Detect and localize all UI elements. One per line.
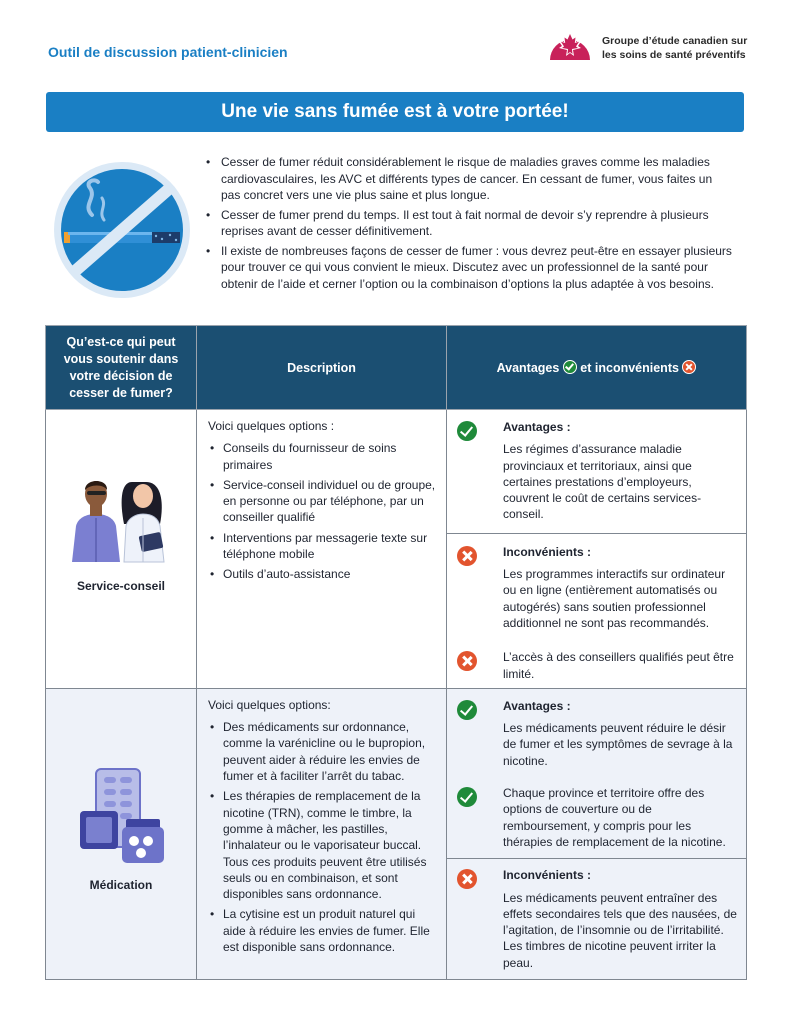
org-logo-block bbox=[546, 26, 747, 62]
cross-icon bbox=[457, 546, 477, 566]
cons-block bbox=[447, 534, 746, 631]
pros-text: Les régimes d’assurance maladie provinciaux et territoriaux, ainsi que certaines prestations d’employeurs, couvrent le coût de certains services-conseil. bbox=[503, 442, 702, 522]
options-list bbox=[208, 440, 436, 582]
maple-leaf-logo-icon bbox=[546, 26, 594, 62]
cross-icon bbox=[457, 651, 477, 671]
check-icon bbox=[457, 700, 477, 720]
intro-bullet: • Cesser de fumer prend du temps. Il est tout à fait normal de devoir s’y reprendre à plusieurs reprises avant de cesser définitivement. bbox=[204, 207, 734, 240]
list-item: • Des médicaments sur ordonnance, comme la varénicline ou le bupropion, peuvent aider à réduire les envies de fumer et à faciliter l’arrêt du tabac. bbox=[208, 719, 436, 784]
check-icon bbox=[457, 421, 477, 441]
cross-icon bbox=[457, 869, 477, 889]
check-icon bbox=[457, 787, 477, 807]
description-cell bbox=[197, 688, 447, 979]
check-icon bbox=[563, 360, 577, 374]
header-cons-text: et inconvénients bbox=[580, 361, 679, 375]
row-label-medication: Médication bbox=[89, 878, 153, 893]
medication-illustration-icon bbox=[76, 765, 166, 865]
list-item: • Outils d’auto-assistance bbox=[208, 566, 436, 582]
pros-block bbox=[447, 689, 746, 769]
header-support-text: Qu’est-ce qui peut vous soutenir dans votre décision de cesser de fumer? bbox=[63, 334, 179, 400]
cons-title: Inconvénients : bbox=[503, 868, 592, 883]
description-intro: Voici quelques options : bbox=[208, 419, 335, 433]
description-cell bbox=[197, 410, 447, 689]
row-label-cell bbox=[46, 688, 197, 979]
intro-bullet: • Il existe de nombreuses façons de cesser de fumer : vous devrez peut-être en essayer plusieurs pour trouver ce qui vous convient le mieux. Discutez avec un professionnel de la santé pour obtenir de l’aide et cerner l’option ou la combinaison d’options la plus adaptée à vos besoins. bbox=[204, 243, 734, 293]
header-support bbox=[46, 326, 197, 410]
table-row-counselling bbox=[46, 410, 747, 689]
pros-title: Avantages : bbox=[503, 698, 571, 713]
pros-text: Chaque province et territoire offre des options de couverture ou de remboursement, y compris pour les thérapies de remplacement de la nicotine. bbox=[503, 786, 726, 849]
pros-block bbox=[447, 410, 746, 533]
cross-icon bbox=[682, 360, 696, 374]
cons-text: L’accès à des conseillers qualifiés peut être limité. bbox=[503, 650, 734, 681]
list-item: • Les thérapies de remplacement de la nicotine (TRN), comme le timbre, la gomme à mâcher, les pastilles, l’inhalateur ou le vaporisateur buccal. Tous ces produits peuvent être utilisés seuls ou en combinaison, et sont disponibles sans ordonnance. bbox=[208, 788, 436, 902]
cons-block bbox=[447, 859, 746, 979]
org-name bbox=[602, 34, 747, 62]
row-label-counselling: Service-conseil bbox=[76, 579, 166, 594]
intro-bullet: • Cesser de fumer réduit considérablement le risque de maladies graves comme les maladies cardiovasculaires, les AVC et différents types de cancer. En cessant de fumer, vous faites un pas concret vers une vie plus saine et plus longue. bbox=[204, 154, 734, 204]
org-name-line1: Groupe d’étude canadien sur bbox=[602, 35, 748, 47]
description-intro: Voici quelques options: bbox=[208, 697, 331, 712]
pros-cons-cell bbox=[447, 688, 747, 979]
tool-label: Outil de discussion patient-clinicien bbox=[48, 44, 288, 60]
row-label-cell bbox=[46, 410, 197, 689]
decision-table bbox=[45, 325, 747, 980]
pros-block bbox=[447, 769, 746, 858]
header-description bbox=[197, 326, 447, 410]
cons-block bbox=[447, 631, 746, 688]
cons-title: Inconvénients : bbox=[503, 544, 592, 559]
list-item: • Conseils du fournisseur de soins primaires bbox=[208, 440, 436, 473]
pros-title: Avantages : bbox=[503, 420, 571, 434]
header-pros-text: Avantages bbox=[496, 361, 560, 375]
table-row-medication bbox=[46, 688, 747, 979]
cons-text: Les programmes interactifs sur ordinateur ou en ligne (entièrement automatisés ou autogérés) sans soutien professionnel additionnel ne sont pas recommandés. bbox=[503, 567, 726, 630]
pros-cons-cell bbox=[447, 410, 747, 689]
list-item: • Service-conseil individuel ou de groupe, en personne ou par téléphone, par un conseiller qualifié bbox=[208, 477, 436, 526]
intro-list bbox=[204, 154, 734, 295]
pros-text: Les médicaments peuvent réduire le désir de fumer et les symptômes de sevrage à la nicotine. bbox=[503, 721, 733, 768]
no-smoking-icon bbox=[52, 160, 192, 300]
header-description-text: Description bbox=[287, 360, 356, 375]
org-name-line2: les soins de santé préventifs bbox=[602, 49, 746, 61]
title-banner: Une vie sans fumée est à votre portée! bbox=[46, 92, 744, 132]
counselling-illustration-icon bbox=[66, 464, 176, 564]
header-pros-cons bbox=[447, 326, 747, 410]
options-list bbox=[208, 719, 436, 955]
list-item: • Interventions par messagerie texte sur téléphone mobile bbox=[208, 530, 436, 563]
list-item: • La cytisine est un produit naturel qui aide à réduire les envies de fumer. Elle est disponible sans ordonnance. bbox=[208, 906, 436, 955]
cons-text: Les médicaments peuvent entraîner des effets secondaires tels que des nausées, de l’agitation, de l’insomnie ou de l’irritabilité. Les timbres de nicotine peuvent irriter la peau. bbox=[503, 890, 737, 970]
